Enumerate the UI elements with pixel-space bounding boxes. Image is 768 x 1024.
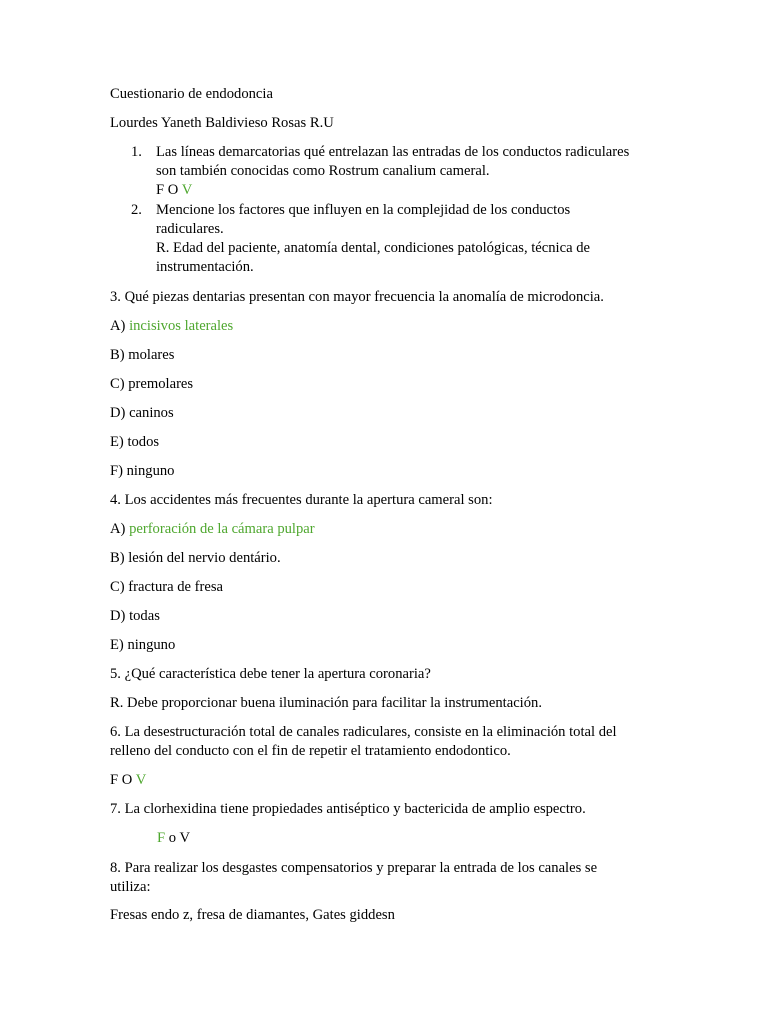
q8-text-line2: utiliza: — [110, 879, 151, 895]
q3-question: 3. Qué piezas dentarias presentan con mayor frecuencia la anomalía de microdoncia. — [110, 289, 604, 305]
q7-answer — [157, 829, 190, 848]
q6-text-line1: 6. La desestructuración total de canales radiculares, consiste en la eliminación total del — [110, 724, 617, 740]
q2-text-line1: Mencione los factores que influyen en la complejidad de los conductos — [156, 202, 571, 218]
q4-option-a — [110, 520, 315, 539]
author-name: Lourdes Yaneth Baldivieso Rosas R.U — [110, 115, 334, 131]
option-text-selected: perforación de la cámara pulpar — [129, 521, 315, 537]
option-letter: A) — [110, 521, 130, 537]
q1-text-line2: son también conocidas como Rostrum canalium cameral. — [156, 163, 490, 179]
q3-option-a — [110, 317, 233, 336]
q8-answer: Fresas endo z, fresa de diamantes, Gates giddesn — [110, 907, 395, 923]
q1-answer-options: F O — [156, 182, 182, 198]
option-letter: C) — [110, 579, 129, 595]
q6-answer-options: F O — [110, 772, 136, 788]
q4-option-d — [110, 607, 160, 626]
q2-number: 2. — [131, 202, 142, 218]
document-title: Cuestionario de endodoncia — [110, 86, 273, 102]
option-letter: B) — [110, 550, 129, 566]
option-text: todos — [127, 434, 160, 450]
option-text-selected: incisivos laterales — [129, 318, 234, 334]
option-text: todas — [129, 608, 160, 624]
option-letter: B) — [110, 347, 129, 363]
option-letter: E) — [110, 434, 128, 450]
q7-question: 7. La clorhexidina tiene propiedades antiséptico y bactericida de amplio espectro. — [110, 801, 586, 817]
option-letter: D) — [110, 608, 130, 624]
q3-option-c — [110, 375, 193, 394]
option-text: fractura de fresa — [128, 579, 224, 595]
q4-option-e — [110, 636, 175, 655]
q1-text-line1: Las líneas demarcatorias qué entrelazan las entradas de los conductos radiculares — [156, 144, 630, 160]
q7-answer-selected: F — [157, 830, 166, 846]
option-text: ninguno — [126, 463, 175, 479]
q3-option-f — [110, 462, 174, 481]
q6-answer-selected: V — [135, 772, 147, 788]
q2-text-line2: radiculares. — [156, 221, 224, 237]
option-text: lesión del nervio dentário. — [128, 550, 281, 566]
q5-question: 5. ¿Qué característica debe tener la apertura coronaria? — [110, 666, 431, 682]
option-text: premolares — [128, 376, 194, 392]
q2-answer-line2: instrumentación. — [156, 259, 254, 275]
q5-answer: R. Debe proporcionar buena iluminación para facilitar la instrumentación. — [110, 695, 542, 711]
q1-answer — [156, 181, 192, 200]
q7-answer-options: o V — [165, 830, 190, 846]
q2-answer-line1: R. Edad del paciente, anatomía dental, condiciones patológicas, técnica de — [156, 240, 590, 256]
option-text: ninguno — [127, 637, 176, 653]
q3-option-e — [110, 433, 159, 452]
q3-option-d — [110, 404, 174, 423]
option-letter: D) — [110, 405, 130, 421]
option-text: molares — [128, 347, 175, 363]
q3-option-b — [110, 346, 174, 365]
option-letter: F) — [110, 463, 127, 479]
option-letter: E) — [110, 637, 128, 653]
q6-text-line2: relleno del conducto con el fin de repetir el tratamiento endodontico. — [110, 743, 511, 759]
q1-number: 1. — [131, 144, 142, 160]
q4-question: 4. Los accidentes más frecuentes durante la apertura cameral son: — [110, 492, 493, 508]
q4-option-b — [110, 549, 281, 568]
option-text: caninos — [129, 405, 174, 421]
option-letter: A) — [110, 318, 130, 334]
q8-text-line1: 8. Para realizar los desgastes compensatorios y preparar la entrada de los canales se — [110, 860, 598, 876]
q6-answer — [110, 771, 146, 790]
q1-answer-selected: V — [181, 182, 193, 198]
q4-option-c — [110, 578, 223, 597]
option-letter: C) — [110, 376, 129, 392]
